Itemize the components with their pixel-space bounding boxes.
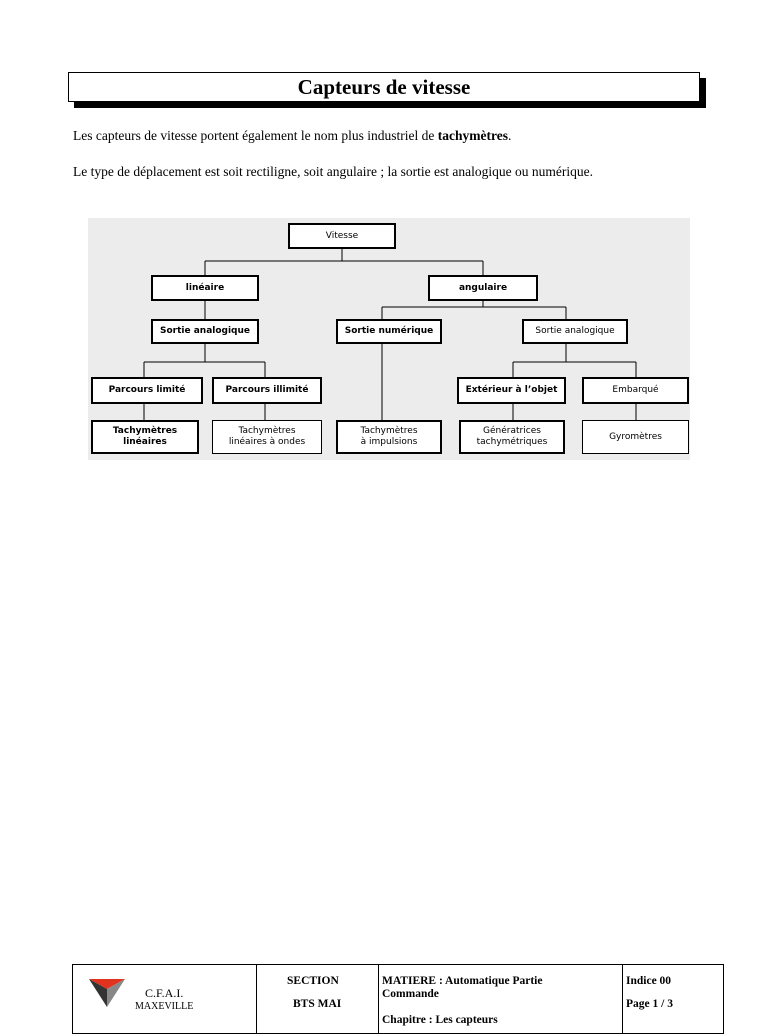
- matiere-label: MATIERE : Automatique Partie Commande: [382, 975, 543, 1000]
- org-block: [135, 987, 193, 1013]
- cfai-logo-icon: [89, 977, 125, 1007]
- footer-cell-matiere: [379, 965, 623, 1033]
- node-sortie-numerique: Sortie numérique: [336, 319, 442, 344]
- node-vitesse: Vitesse: [288, 223, 396, 249]
- node-parcours-illimite: Parcours illimité: [212, 377, 322, 404]
- node-angulaire: angulaire: [428, 275, 538, 301]
- node-tachymetres-lineaires: Tachymètres linéaires: [91, 420, 199, 454]
- node-sortie-analogique-angulaire: Sortie analogique: [522, 319, 628, 344]
- section-value: BTS MAI: [293, 998, 342, 1010]
- node-tachymetres-impulsions: Tachymètres à impulsions: [336, 420, 442, 454]
- page-number: Page 1 / 3: [626, 998, 673, 1010]
- node-parcours-limite: Parcours limité: [91, 377, 203, 404]
- node-embarque: Embarqué: [582, 377, 689, 404]
- footer-cell-indice: [623, 965, 723, 1033]
- node-exterieur-objet: Extérieur à l’objet: [457, 377, 566, 404]
- section-label: SECTION: [287, 975, 339, 987]
- node-tachymetres-ondes: Tachymètres linéaires à ondes: [212, 420, 322, 454]
- intro-paragraph-1: [73, 128, 511, 144]
- indice-label: Indice 00: [626, 975, 672, 987]
- speed-sensor-tree-diagram: [88, 218, 690, 460]
- intro-paragraph-2: Le type de déplacement est soit rectiligne, soit angulaire ; la sortie est analogique ou numérique.: [73, 164, 593, 179]
- footer-cell-organisation: [73, 965, 257, 1033]
- node-gyrometres: Gyromètres: [582, 420, 689, 454]
- intro-period: .: [508, 128, 512, 143]
- org-name: C.F.A.I.: [144, 986, 184, 1000]
- node-lineaire: linéaire: [151, 275, 259, 301]
- page-title: Capteurs de vitesse: [297, 74, 471, 99]
- intro-bold-term: tachymètres: [437, 128, 509, 143]
- node-generatrices-tachymetriques: Génératrices tachymétriques: [459, 420, 565, 454]
- page-title-box: [68, 72, 700, 102]
- footer-cell-section: [257, 965, 379, 1033]
- chapitre-label: Chapitre : Les capteurs: [382, 1014, 498, 1026]
- org-city: MAXEVILLE: [135, 1001, 194, 1012]
- intro-text: Les capteurs de vitesse portent également le nom plus industriel de: [73, 128, 438, 143]
- node-sortie-analogique-lineaire: Sortie analogique: [151, 319, 259, 344]
